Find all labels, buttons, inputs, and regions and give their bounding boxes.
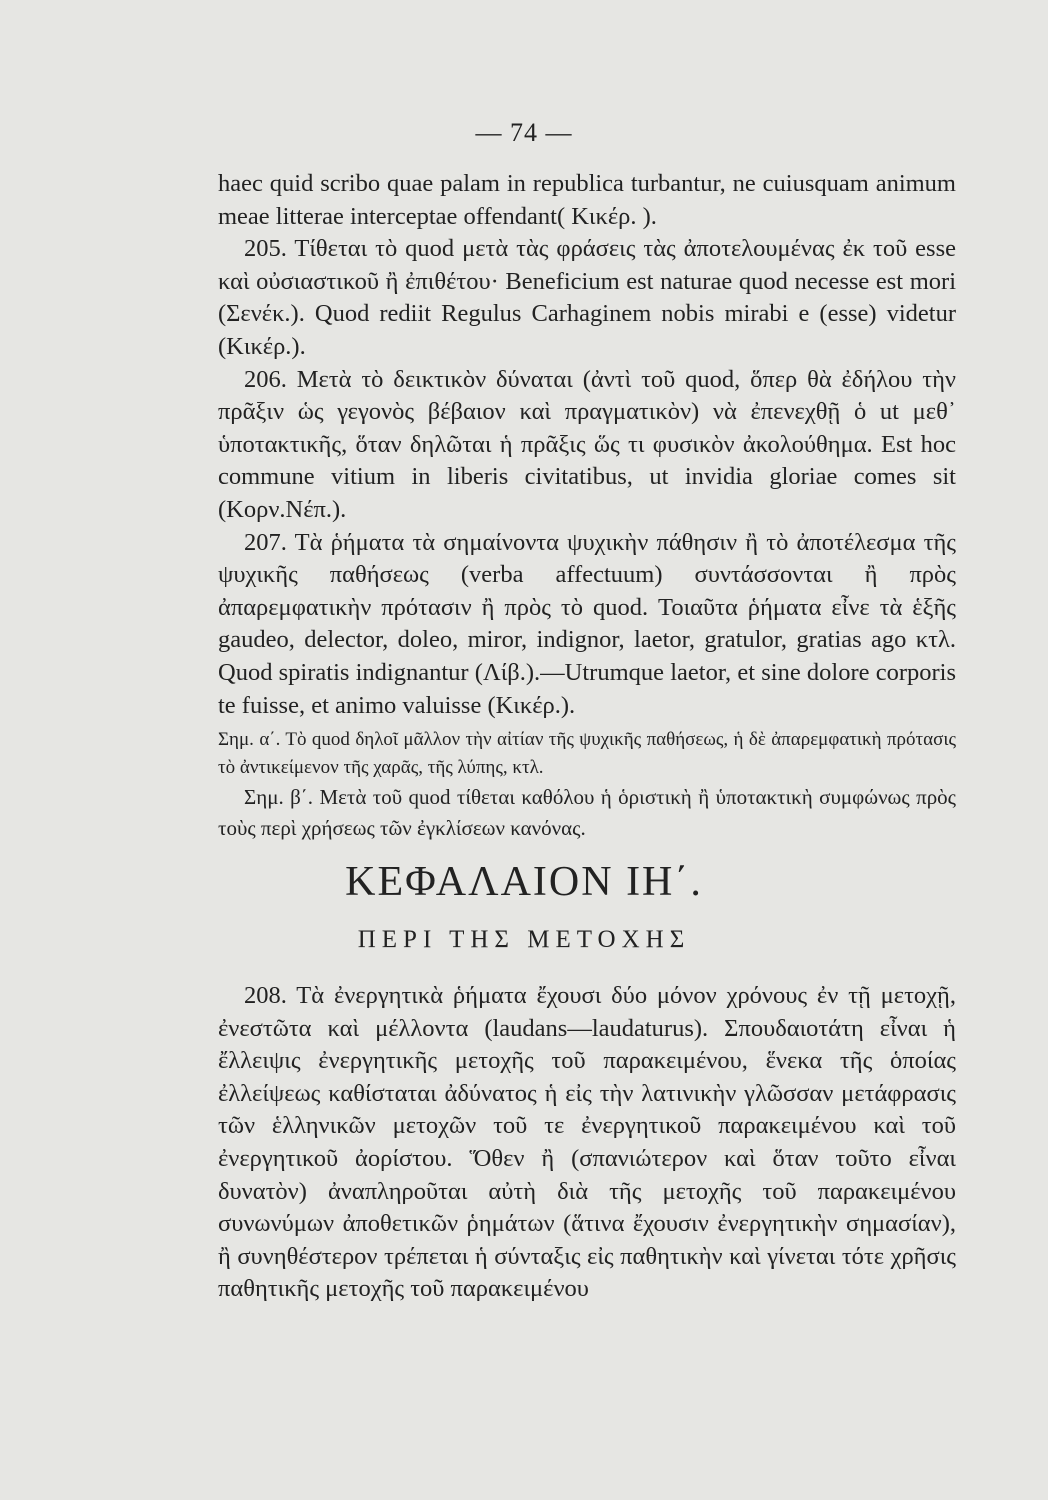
paragraph-continuation: haec quid scribo quae palam in republica turbantur, ne cuiusquam animum meae litterae interceptae offendant( Κικέρ. ). (218, 170, 956, 230)
bottom-text-block (218, 980, 956, 1306)
chapter-title: ΚΕΦΑΛΑΙΟΝ ΙΗ΄. (345, 859, 703, 905)
section-title: ΠΕΡΙ ΤΗΣ ΜΕΤΟΧΗΣ (357, 926, 691, 953)
paragraph-208: 208. Τὰ ἐνεργητικὰ ῥήματα ἔχουσι δύο μόνον χρόνους ἐν τῇ μετοχῇ, ἐνεστῶτα καὶ μέλλοντα (laudans—laudaturus). Σπουδαιοτάτη εἶναι ἡ ἔλλειψις ἐνεργητικῆς μετοχῆς τοῦ παρακειμένου, ἕνεκα τῆς ὁποίας ἐλλείψεως καθίσταται ἀδύνατος ἡ εἰς τὴν λατινικὴν γλῶσσαν μετάφρασις τῶν ἑλληνικῶν μετοχῶν τοῦ τε ἐνεργητικοῦ παρακειμένου καὶ τοῦ ἐνεργητικοῦ ἀορίστου. Ὅθεν ἢ (σπανιώτερον καὶ ὅταν τοῦτο εἶναι δυνατὸν) ἀναπληροῦται αὐτὴ διὰ τῆς μετοχῆς τοῦ παρακειμένου συνωνύμων ἀποθετικῶν ῥημάτων (ἅτινα ἔχουσιν ἐνεργητικὴν σημασίαν), ἢ συνηθέστερον τρέπεται ἡ σύνταξις εἰς παθητικὴν καὶ γίνεται τότε χρῆσις παθητικῆς μετοχῆς τοῦ παρακειμένου (218, 982, 956, 1303)
page-number: — 74 — (475, 118, 573, 147)
top-text-block (218, 168, 956, 844)
paragraph-207: 207. Τὰ ῥήματα τὰ σημαίνοντα ψυχικὴν πάθησιν ἢ τὸ ἀποτέλεσμα τῆς ψυχικῆς παθήσεως (verba affectuum) συντάσσονται ἢ πρὸς ἀπαρεμφατικὴν πρότασιν ἢ πρὸς τὸ quod. Τοιαῦτα ῥήματα εἶνε τὰ ἑξῆς gaudeo, delector, doleo, miror, indignor, laetor, gratulor, gratias ago κτλ. Quod spiratis indignantur (Λίβ.).—Utrumque laetor, et sine dolore corporis te fuisse, et animo valuisse (Κικέρ.). (218, 528, 956, 719)
paragraph-205: 205. Τίθεται τὸ quod μετὰ τὰς φράσεις τὰς ἀποτελουμένας ἐκ τοῦ esse καὶ οὐσιαστικοῦ ἢ ἐπιθέτου· Beneficium est naturae quod necesse est mori (Σενέκ.). Quod rediit Regulus Carhaginem nobis mirabi e (esse) videtur (Κικέρ.). (218, 235, 956, 360)
paragraph-206: 206. Μετὰ τὸ δεικτικὸν δύναται (ἀντὶ τοῦ quod, ὅπερ θὰ ἐδήλου τὴν πρᾶξιν ὡς γεγονὸς βέβαιον καὶ πραγματικὸν) νὰ ἐπενεχθῇ ὁ ut μεθ᾿ ὑποτακτικῆς, ὅταν δηλῶται ἡ πρᾶξις ὥς τι φυσικὸν ἀκολούθημα. Est hoc commune vitium in liberis civitatibus, ut invidia gloriae comes sit (Κορν.Νέπ.). (218, 365, 956, 523)
note-a: Σημ. α΄. Τὸ quod δηλοῖ μᾶλλον τὴν αἰτίαν τῆς ψυχικῆς παθήσεως, ἡ δὲ ἀπαρεμφατικὴ πρότασις τὸ ἀντικείμενον τῆς χαρᾶς, τῆς λύπης, κτλ. (218, 729, 956, 779)
note-b: Σημ. β΄. Μετὰ τοῦ quod τίθεται καθόλου ἡ ὁριστικὴ ἢ ὑποτακτικὴ συμφώνως πρὸς τοὺς περὶ χρήσεως τῶν ἐγκλίσεων κανόνας. (218, 785, 956, 841)
